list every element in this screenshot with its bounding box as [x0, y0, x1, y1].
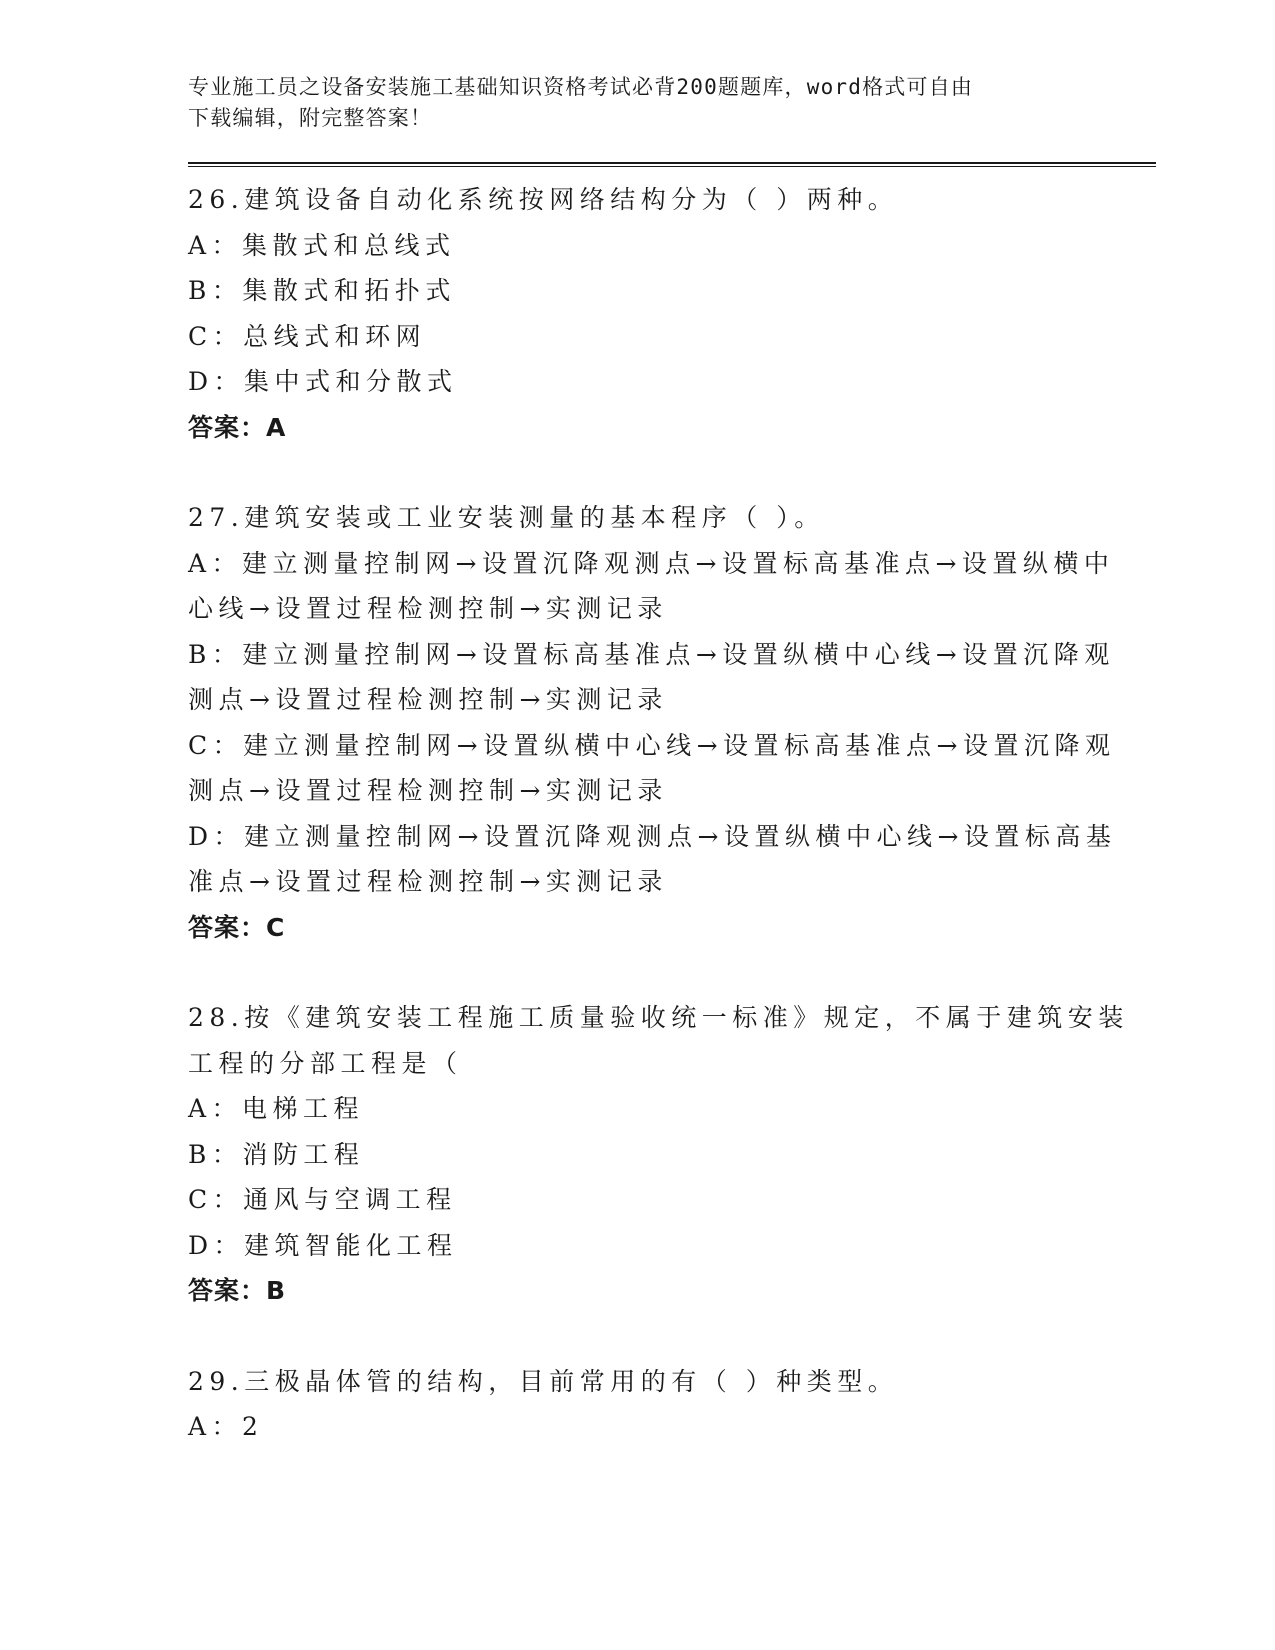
option-d: D：建筑智能化工程	[188, 1230, 458, 1260]
question-stem: 28.按《建筑安装工程施工质量验收统一标准》规定，不属于建筑安装	[188, 1003, 1129, 1032]
answer: 答案：A	[188, 412, 287, 442]
question-list	[188, 177, 1158, 1450]
header-line-2: 下载编辑，附完整答案！	[188, 106, 433, 130]
option-b-continued: 测点→设置过程检测控制→实测记录	[188, 685, 668, 714]
answer: 答案：B	[188, 1276, 287, 1305]
header-divider	[188, 162, 1156, 167]
question-stem-continued: 工程的分部工程是（	[188, 1048, 463, 1078]
option-a: A：电梯工程	[188, 1094, 365, 1123]
option-a: A：建立测量控制网→设置沉降观测点→设置标高基准点→设置纵横中	[188, 548, 1115, 578]
option-a-continued: 心线→设置过程检测控制→实测记录	[188, 594, 668, 623]
option-a: A：集散式和总线式	[188, 230, 456, 260]
answer: 答案：C	[188, 912, 286, 942]
option-b: B：消防工程	[188, 1139, 365, 1169]
document-page	[188, 72, 1158, 1450]
question-29	[188, 1359, 1158, 1450]
question-stem: 27.建筑安装或工业安装测量的基本程序（ ）。	[188, 503, 825, 532]
option-c-continued: 测点→设置过程检测控制→实测记录	[188, 776, 668, 805]
question-stem: 29.三极晶体管的结构，目前常用的有（ ）种类型。	[188, 1366, 899, 1396]
option-d: D：建立测量控制网→设置沉降观测点→设置纵横中心线→设置标高基	[188, 821, 1117, 851]
question-28	[188, 995, 1158, 1314]
option-b: B：建立测量控制网→设置标高基准点→设置纵横中心线→设置沉降观	[188, 639, 1115, 669]
question-stem: 26.建筑设备自动化系统按网络结构分为（ ）两种。	[188, 185, 899, 214]
question-26	[188, 177, 1158, 450]
option-d: D：集中式和分散式	[188, 367, 458, 396]
option-c: C：建立测量控制网→设置纵横中心线→设置标高基准点→设置沉降观	[188, 730, 1116, 760]
option-a: A：2	[188, 1412, 264, 1441]
document-header	[188, 72, 1088, 134]
option-b: B：集散式和拓扑式	[188, 276, 456, 305]
option-d-continued: 准点→设置过程检测控制→实测记录	[188, 867, 668, 896]
question-27	[188, 495, 1158, 950]
option-c: C：通风与空调工程	[188, 1185, 457, 1214]
header-line-1: 专业施工员之设备安装施工基础知识资格考试必背200题题库，word格式可自由	[188, 75, 974, 99]
option-c: C：总线式和环网	[188, 321, 427, 351]
